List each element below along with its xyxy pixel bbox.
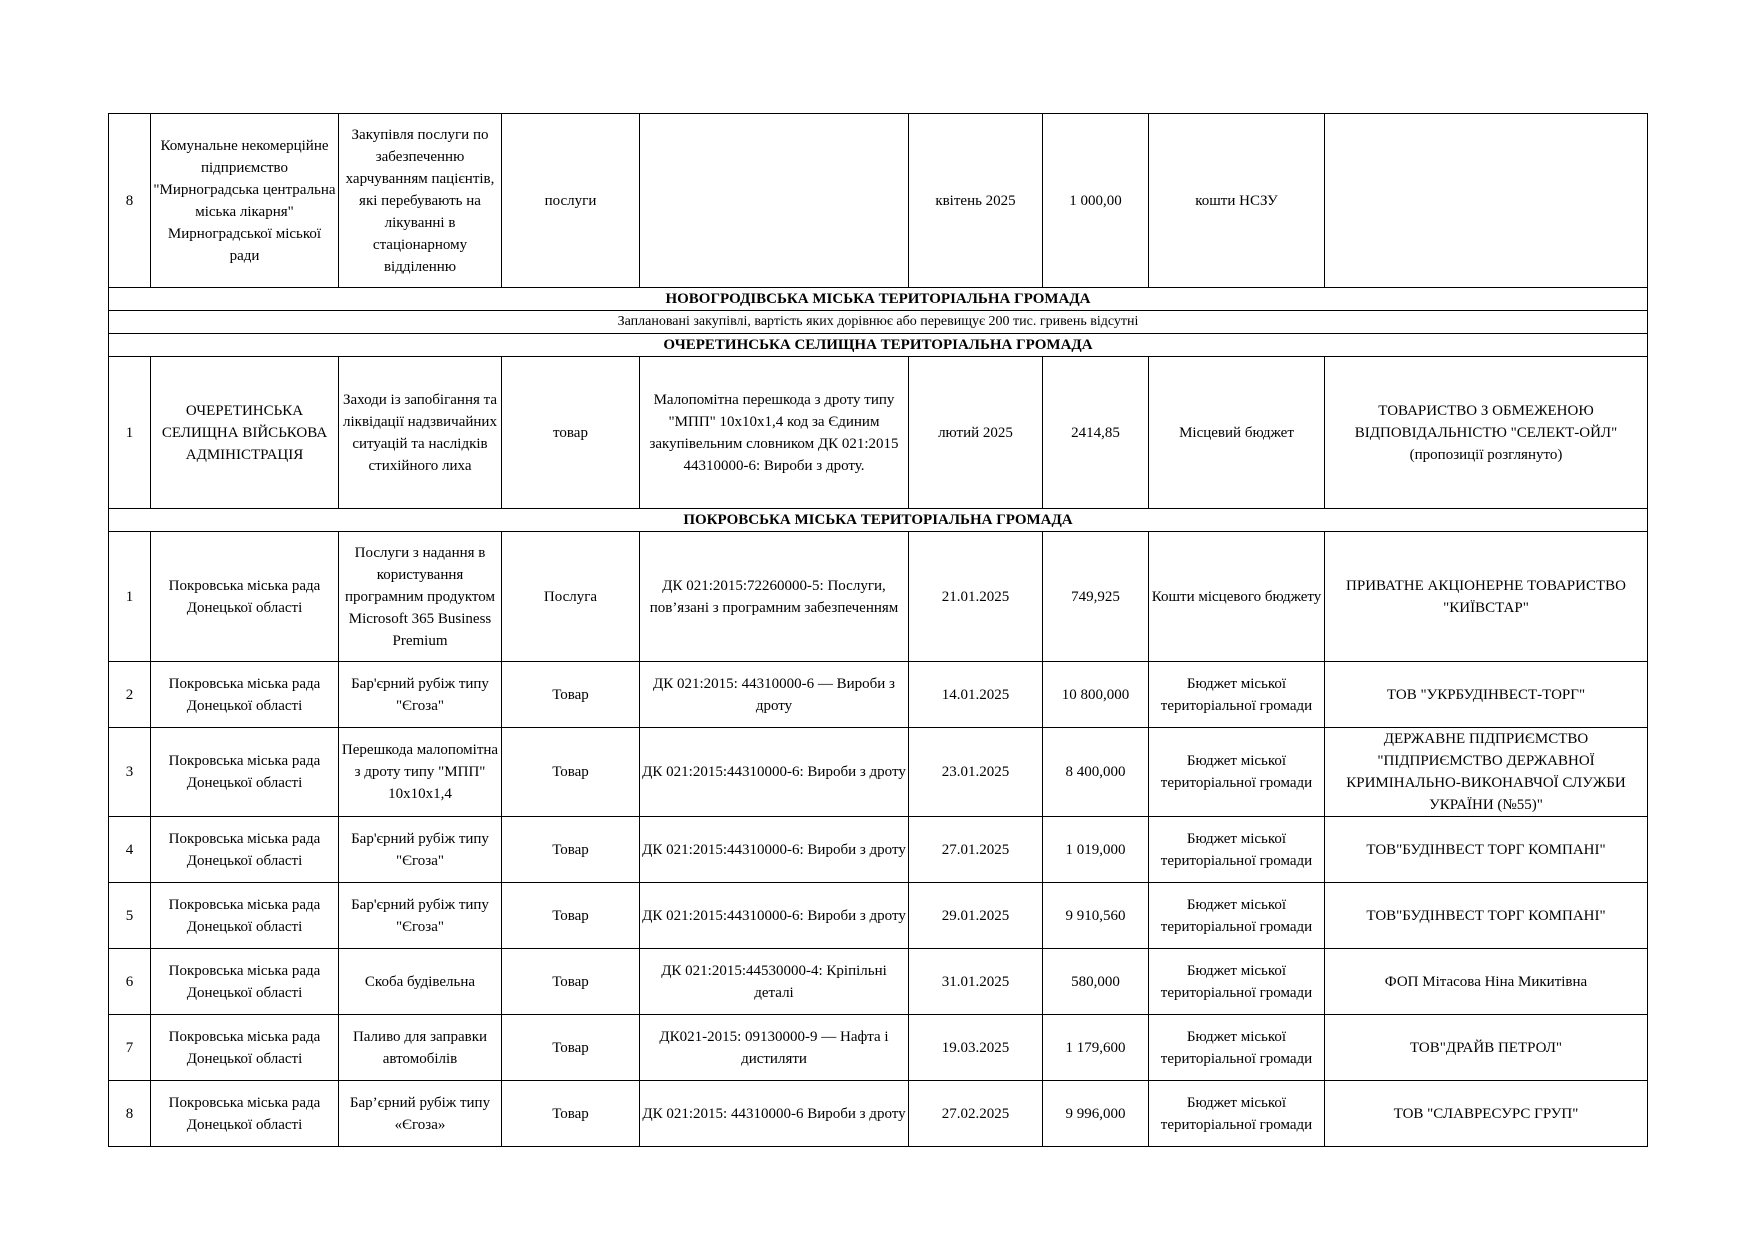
date-cell: 29.01.2025 [909,883,1043,949]
subject-cell: Заходи із запобігання та ліквідації надзвичайних ситуацій та наслідків стихійного лиха [339,357,502,509]
date-cell: 23.01.2025 [909,728,1043,817]
code-cell: ДК 021:2015:72260000-5: Послуги, пов’язані з програмним забезпеченням [640,532,909,662]
customer-cell: Покровська міська рада Донецької області [151,949,339,1015]
date-cell: лютий 2025 [909,357,1043,509]
code-cell: ДК 021:2015: 44310000-6 — Вироби з дроту [640,662,909,728]
row-number: 5 [109,883,151,949]
customer-cell: Покровська міська рада Донецької області [151,1081,339,1147]
supplier-cell [1325,114,1648,288]
code-cell: ДК021-2015: 09130000-9 — Нафта і дистиляти [640,1015,909,1081]
row-number: 7 [109,1015,151,1081]
type-cell: Послуга [502,532,640,662]
supplier-cell: ТОВ "УКРБУДІНВЕСТ-ТОРГ" [1325,662,1648,728]
type-cell: Товар [502,662,640,728]
supplier-cell: ПРИВАТНЕ АКЦІОНЕРНЕ ТОВАРИСТВО "КИЇВСТАР" [1325,532,1648,662]
subject-cell: Послуги з надання в користування програмним продуктом Microsoft 365 Business Premium [339,532,502,662]
type-cell: Товар [502,1081,640,1147]
table-row [109,817,1648,883]
source-cell: Бюджет міської територіальної громади [1149,883,1325,949]
type-cell: Товар [502,1015,640,1081]
table-row [109,949,1648,1015]
type-cell: Товар [502,817,640,883]
code-cell: ДК 021:2015:44310000-6: Вироби з дроту [640,817,909,883]
section-note-row [109,311,1648,334]
section-row [109,288,1648,311]
date-cell: 14.01.2025 [909,662,1043,728]
row-number: 6 [109,949,151,1015]
type-cell: Товар [502,728,640,817]
row-number: 3 [109,728,151,817]
source-cell: Бюджет міської територіальної громади [1149,1015,1325,1081]
section-title-ocheretyne: ОЧЕРЕТИНСЬКА СЕЛИЩНА ТЕРИТОРІАЛЬНА ГРОМАДА [109,334,1648,357]
amount-cell: 2414,85 [1043,357,1149,509]
amount-cell: 8 400,000 [1043,728,1149,817]
amount-cell: 1 019,000 [1043,817,1149,883]
amount-cell: 10 800,000 [1043,662,1149,728]
type-cell: Товар [502,883,640,949]
subject-cell: Бар'єрний рубіж типу "Єгоза" [339,817,502,883]
subject-cell: Бар'єрний рубіж типу "Єгоза" [339,883,502,949]
supplier-cell: ТОВ "СЛАВРЕСУРС ГРУП" [1325,1081,1648,1147]
section-title-novohrodivka: НОВОГРОДІВСЬКА МІСЬКА ТЕРИТОРІАЛЬНА ГРОМАДА [109,288,1648,311]
table-row [109,532,1648,662]
supplier-cell: ТОВ"ДРАЙВ ПЕТРОЛ" [1325,1015,1648,1081]
date-cell: квітень 2025 [909,114,1043,288]
customer-cell: ОЧЕРЕТИНСЬКА СЕЛИЩНА ВІЙСЬКОВА АДМІНІСТРАЦІЯ [151,357,339,509]
code-cell: ДК 021:2015:44530000-4: Кріпільні деталі [640,949,909,1015]
supplier-cell: ФОП Мітасова Ніна Микитівна [1325,949,1648,1015]
table-row [109,883,1648,949]
source-cell: Бюджет міської територіальної громади [1149,662,1325,728]
amount-cell: 580,000 [1043,949,1149,1015]
date-cell: 21.01.2025 [909,532,1043,662]
code-cell: ДК 021:2015: 44310000-6 Вироби з дроту [640,1081,909,1147]
row-number: 1 [109,357,151,509]
source-cell: Бюджет міської територіальної громади [1149,1081,1325,1147]
supplier-cell: ТОВ"БУДІНВЕСТ ТОРГ КОМПАНІ" [1325,817,1648,883]
amount-cell: 9 910,560 [1043,883,1149,949]
supplier-cell: ДЕРЖАВНЕ ПІДПРИЄМСТВО "ПІДПРИЄМСТВО ДЕРЖАВНОЇ КРИМІНАЛЬНО-ВИКОНАВЧОЇ СЛУЖБИ УКРАЇНИ (№55)" [1325,728,1648,817]
subject-cell: Паливо для заправки автомобілів [339,1015,502,1081]
row-number: 8 [109,1081,151,1147]
section-title-pokrovsk: ПОКРОВСЬКА МІСЬКА ТЕРИТОРІАЛЬНА ГРОМАДА [109,509,1648,532]
subject-cell: Бар'єрний рубіж типу "Єгоза" [339,662,502,728]
row-number: 4 [109,817,151,883]
amount-cell: 1 179,600 [1043,1015,1149,1081]
table-row [109,728,1648,817]
row-number: 8 [109,114,151,288]
type-cell: послуги [502,114,640,288]
type-cell: Товар [502,949,640,1015]
customer-cell: Покровська міська рада Донецької області [151,817,339,883]
code-cell: ДК 021:2015:44310000-6: Вироби з дроту [640,728,909,817]
amount-cell: 1 000,00 [1043,114,1149,288]
supplier-cell: ТОВАРИСТВО З ОБМЕЖЕНОЮ ВІДПОВІДАЛЬНІСТЮ "СЕЛЕКТ-ОЙЛ" (пропозиції розглянуто) [1325,357,1648,509]
date-cell: 19.03.2025 [909,1015,1043,1081]
amount-cell: 9 996,000 [1043,1081,1149,1147]
subject-cell: Закупівля послуги по забезпеченню харчуванням пацієнтів, які перебувають на лікуванні в стаціонарному відділенню [339,114,502,288]
table-row [109,1015,1648,1081]
customer-cell: Покровська міська рада Донецької області [151,728,339,817]
row-number: 2 [109,662,151,728]
table-row [109,1081,1648,1147]
customer-cell: Покровська міська рада Донецької області [151,1015,339,1081]
section-note: Заплановані закупівлі, вартість яких дорівнює або перевищує 200 тис. гривень відсутні [109,311,1648,334]
date-cell: 27.01.2025 [909,817,1043,883]
section-row [109,509,1648,532]
section-row [109,334,1648,357]
code-cell: ДК 021:2015:44310000-6: Вироби з дроту [640,883,909,949]
subject-cell: Бар’єрний рубіж типу «Єгоза» [339,1081,502,1147]
source-cell: Бюджет міської територіальної громади [1149,949,1325,1015]
date-cell: 27.02.2025 [909,1081,1043,1147]
source-cell: Місцевий бюджет [1149,357,1325,509]
type-cell: товар [502,357,640,509]
supplier-cell: ТОВ"БУДІНВЕСТ ТОРГ КОМПАНІ" [1325,883,1648,949]
code-cell: Малопомітна перешкода з дроту типу "МПП" 10х10х1,4 код за Єдиним закупівельним словником ДК 021:2015 44310000-6: Вироби з дроту. [640,357,909,509]
customer-cell: Покровська міська рада Донецької області [151,532,339,662]
subject-cell: Перешкода малопомітна з дроту типу "МПП" 10х10х1,4 [339,728,502,817]
code-cell [640,114,909,288]
table-row [109,662,1648,728]
source-cell: кошти НСЗУ [1149,114,1325,288]
table-row [109,114,1648,288]
procurement-table [108,113,1648,1147]
amount-cell: 749,925 [1043,532,1149,662]
date-cell: 31.01.2025 [909,949,1043,1015]
subject-cell: Скоба будівельна [339,949,502,1015]
source-cell: Кошти місцевого бюджету [1149,532,1325,662]
source-cell: Бюджет міської територіальної громади [1149,728,1325,817]
table-row [109,357,1648,509]
customer-cell: Покровська міська рада Донецької області [151,883,339,949]
source-cell: Бюджет міської територіальної громади [1149,817,1325,883]
customer-cell: Покровська міська рада Донецької області [151,662,339,728]
customer-cell: Комунальне некомерційне підприємство "Мирноградська центральна міська лікарня" Мирноградської міської ради [151,114,339,288]
row-number: 1 [109,532,151,662]
